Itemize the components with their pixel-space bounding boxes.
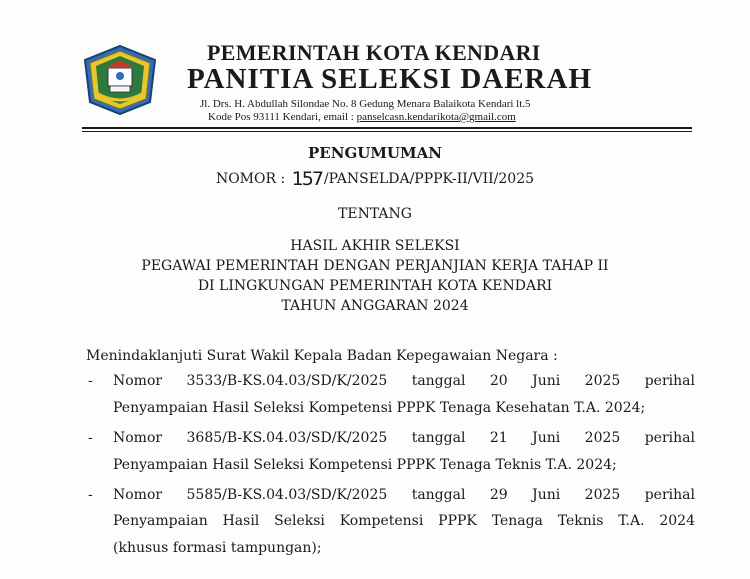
word: 2025 [584,373,621,389]
word: 5585/B-KS.04.03/SD/K/2025 [186,487,388,503]
word: Nomor [113,373,163,389]
word: 2025 [584,487,621,503]
list-bullet: - [88,430,93,446]
word: Penyampaian [113,513,208,529]
word: Juni [532,487,561,503]
letterhead-committee: PANITIA SELEKSI DAERAH [187,63,593,95]
word: Tenaga [491,513,543,529]
word: 29 [489,487,508,503]
subject-line-1: HASIL AKHIR SELEKSI [290,238,460,254]
word: 3533/B-KS.04.03/SD/K/2025 [186,373,388,389]
word: 20 [489,373,508,389]
word: Seleksi [274,513,325,529]
list-item-2-line2: Penyampaian Hasil Seleksi Kompetensi PPPK Tenaga Teknis T.A. 2024; [113,457,617,473]
word: perihal [644,430,695,446]
number-suffix: /PANSELDA/PPPK-II/VII/2025 [323,171,535,187]
word: Juni [532,373,561,389]
announcement-number [0,166,750,188]
word: Teknis [557,513,604,529]
word: T.A. [618,513,645,529]
list-item-3-line2 [113,513,695,529]
word: perihal [644,487,695,503]
list-item-3-line3: (khusus formasi tampungan); [113,540,322,556]
word: tanggal [411,373,466,389]
postal-city: Kode Pos 93111 Kendari, email : [208,111,357,123]
letterhead-address: Jl. Drs. H. Abdullah Silondae No. 8 Gedung Menara Balaikota Kendari lt.5 [200,98,531,110]
subject-line-3: DI LINGKUNGAN PEMERINTAH KOTA KENDARI [197,278,553,294]
word: tanggal [411,487,466,503]
list-item-1-line2: Penyampaian Hasil Seleksi Kompetensi PPPK Tenaga Kesehatan T.A. 2024; [113,400,646,416]
word: tanggal [411,430,466,446]
letterhead-org: PEMERINTAH KOTA KENDARI [207,40,541,65]
word: Nomor [113,487,163,503]
word: perihal [644,373,695,389]
email-link[interactable]: panselcasn.kendarikota@gmail.com [356,111,516,123]
word: PPPK [438,513,477,529]
list-item-1-line1 [113,373,695,389]
subject-line-4: TAHUN ANGGARAN 2024 [281,298,469,314]
letterhead-contact [208,111,516,123]
handwritten-number: 157 [291,168,322,190]
number-prefix: NOMOR : [215,171,290,187]
body-intro: Menindaklanjuti Surat Wakil Kepala Badan Kepegawaian Negara : [86,348,558,364]
list-bullet: - [88,373,93,389]
announcement-title: PENGUMUMAN [308,144,442,162]
tentang-heading: TENTANG [338,206,412,222]
word: 2024 [659,513,695,529]
word: Nomor [113,430,163,446]
word: Juni [532,430,561,446]
word: Kompetensi [339,513,424,529]
list-item-3-line1 [113,487,695,503]
list-item-2-line1 [113,430,695,446]
word: 21 [489,430,508,446]
list-bullet: - [88,487,93,503]
letterhead-rule-thick [82,127,692,129]
kendari-city-emblem [80,44,160,116]
letterhead-rule-thin [82,131,692,132]
word: Hasil [222,513,260,529]
subject-line-2: PEGAWAI PEMERINTAH DENGAN PERJANJIAN KERJA TAHAP II [141,258,609,274]
word: 3685/B-KS.04.03/SD/K/2025 [186,430,388,446]
word: 2025 [584,430,621,446]
